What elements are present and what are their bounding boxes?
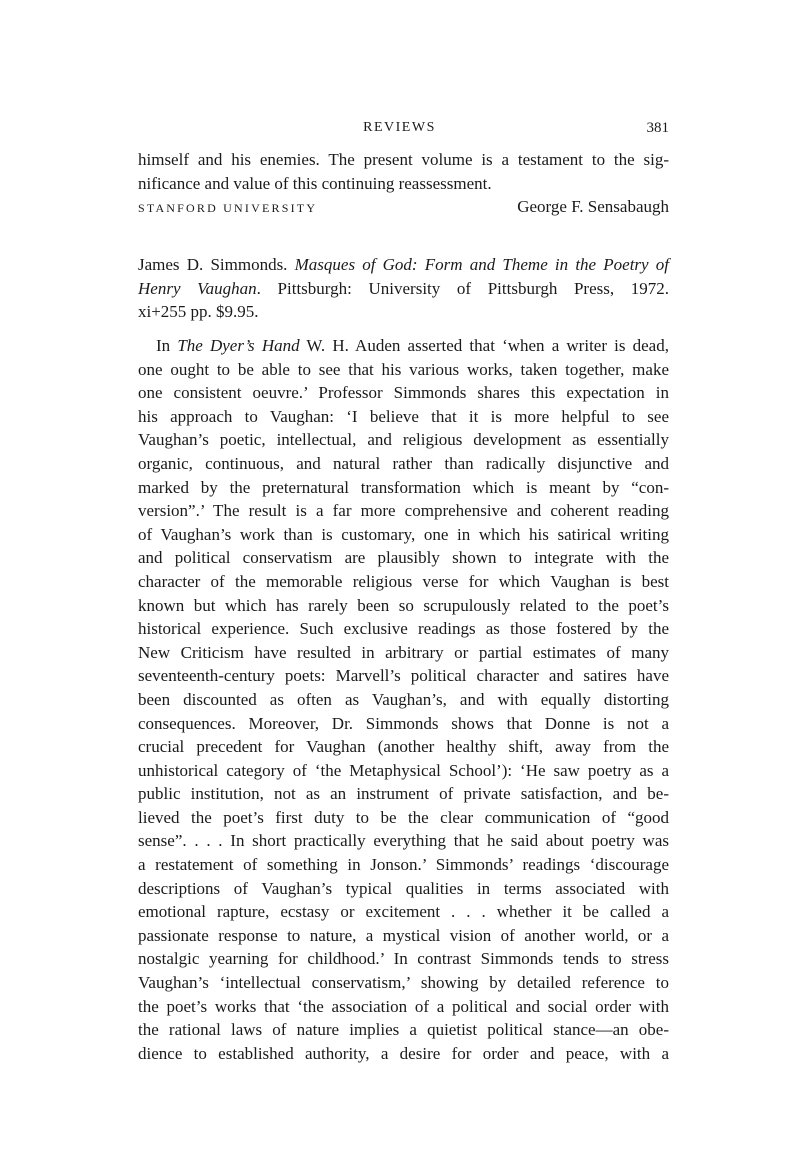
- text-line: sense”. . . . In short practically everything that he said about poetry was: [138, 831, 669, 851]
- text-line: seventeenth-century poets: Marvell’s political character and satires have: [138, 666, 669, 686]
- previous-review-ending: [138, 148, 669, 221]
- text-line: a restatement of something in Jonson.’ Simmonds’ readings ‘discourage: [138, 855, 669, 875]
- journal-section-title: REVIEWS: [363, 120, 436, 135]
- text-line: marked by the preternatural transformation which is meant by “con-: [138, 477, 669, 497]
- text-line: consequences. Moreover, Dr. Simmonds shows that Donne is not a: [138, 713, 669, 733]
- book-citation: [138, 253, 669, 324]
- book-details: xi+255 pp. $9.95.: [138, 302, 259, 322]
- review-body: [138, 334, 669, 1065]
- text-line: and political conservatism are plausibly shown to integrate with the: [138, 548, 669, 568]
- text-line: nostalgic yearning for childhood.’ In contrast Simmonds tends to stress: [138, 949, 669, 969]
- running-header: [138, 120, 669, 142]
- book-title-cont: Henry Vaughan: [138, 278, 257, 298]
- text-line: version”.’ The result is a far more comprehensive and coherent reading: [138, 501, 669, 521]
- text-line: historical experience. Such exclusive readings as those fostered by the: [138, 619, 669, 639]
- text-segment: W. H. Auden asserted that ‘when a writer is dead,: [299, 336, 669, 355]
- text-line: nificance and value of this continuing reassessment.: [138, 173, 492, 193]
- book-title: Masques of God: Form and Theme in the Poetry of: [294, 255, 670, 274]
- text-line: lieved the poet’s first duty to be the clear communication of “good: [138, 807, 669, 827]
- text-line: emotional rapture, ecstasy or excitement . . . whether it be called a: [138, 902, 669, 922]
- text-line: himself and his enemies. The present volume is a testament to the sig-: [138, 150, 669, 169]
- reviewer-affiliation: STANFORD UNIVERSITY: [138, 201, 318, 216]
- text-line: descriptions of Vaughan’s typical qualities in terms associated with: [138, 878, 669, 898]
- text-line: one consistent oeuvre.’ Professor Simmonds shares this expectation in: [138, 383, 669, 403]
- text-line: public institution, not as an instrument of private satisfaction, and be-: [138, 784, 669, 804]
- text-segment: In: [156, 336, 178, 355]
- text-line: unhistorical category of ‘the Metaphysical School’): ‘He saw poetry as a: [138, 760, 669, 780]
- text-line: New Criticism have resulted in arbitrary or partial estimates of many: [138, 642, 669, 662]
- text-line: character of the memorable religious verse for which Vaughan is best: [138, 571, 669, 591]
- page-number: 381: [646, 120, 669, 136]
- text-line: [138, 334, 669, 358]
- text-line: Vaughan’s poetic, intellectual, and religious development as essentially: [138, 430, 669, 450]
- text-line: organic, continuous, and natural rather than radically disjunctive and: [138, 453, 669, 473]
- text-line: [138, 253, 669, 277]
- text-line: Vaughan’s ‘intellectual conservatism,’ showing by detailed reference to: [138, 973, 669, 993]
- text-line: one ought to be able to see that his various works, taken together, make: [138, 359, 669, 379]
- text-line: known but which has rarely been so scrupulously related to the poet’s: [138, 595, 669, 615]
- text-line: passionate response to nature, a mystical vision of another world, or a: [138, 925, 669, 945]
- text-line: crucial precedent for Vaughan (another healthy shift, away from the: [138, 737, 669, 757]
- text-line: the poet’s works that ‘the association of a political and social order with: [138, 996, 669, 1016]
- cited-title: The Dyer’s Hand: [177, 336, 300, 355]
- signature-line: [138, 195, 669, 221]
- text-line: [138, 277, 669, 301]
- book-author: James D. Simmonds.: [138, 255, 288, 274]
- text-line: the rational laws of nature implies a quietist political stance—an obe-: [138, 1020, 669, 1040]
- book-publisher: . Pittsburgh: University of Pittsburgh Press, 1972.: [256, 278, 670, 298]
- text-line: of Vaughan’s work than is customary, one in which his satirical writing: [138, 524, 669, 544]
- reviewer-name: George F. Sensabaugh: [517, 197, 669, 217]
- text-line: his approach to Vaughan: ‘I believe that it is more helpful to see: [138, 406, 669, 426]
- text-line: dience to established authority, a desire for order and peace, with a: [138, 1043, 669, 1063]
- text-line: been discounted as often as Vaughan’s, and with equally distorting: [138, 689, 669, 709]
